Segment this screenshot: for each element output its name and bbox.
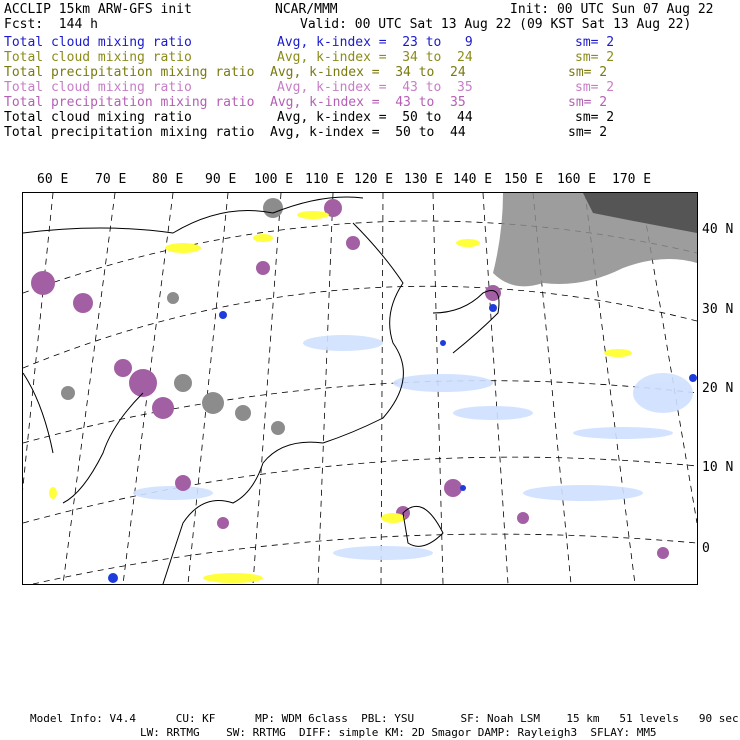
longitude-label: 110 E xyxy=(305,172,345,187)
latitude-label: 20 N xyxy=(702,381,734,396)
longitude-label: 140 E xyxy=(453,172,493,187)
forecast-hour: Fcst: 144 h xyxy=(4,17,98,32)
model-info-line1: Model Info: V4.4 CU: KF MP: WDM 6class PBL: YSU SF: Noah LSM 15 km 51 levels 90 sec xyxy=(30,712,739,725)
init-time: Init: 00 UTC Sun 07 Aug 22 xyxy=(510,2,714,17)
valid-time: Valid: 00 UTC Sat 13 Aug 22 (09 KST Sat 13 Aug 22) xyxy=(300,17,692,32)
field-avg: Avg, k-index = 50 to 44 xyxy=(277,110,473,125)
field-name: Total precipitation mixing ratio xyxy=(4,95,255,110)
longitude-label: 70 E xyxy=(95,172,127,187)
map-canvas xyxy=(23,193,697,584)
latitude-label: 10 N xyxy=(702,460,734,475)
field-avg: Avg, k-index = 43 to 35 xyxy=(277,80,473,95)
field-sm: sm= 2 xyxy=(575,35,615,50)
longitude-label: 80 E xyxy=(152,172,184,187)
latitude-label: 30 N xyxy=(702,302,734,317)
field-name: Total cloud mixing ratio xyxy=(4,110,192,125)
field-avg: Avg, k-index = 34 to 24 xyxy=(277,50,473,65)
field-name: Total cloud mixing ratio xyxy=(4,35,192,50)
field-avg: Avg, k-index = 23 to 9 xyxy=(277,35,473,50)
longitude-label: 60 E xyxy=(37,172,69,187)
blue-clouds xyxy=(108,304,697,583)
latitude-label: 40 N xyxy=(702,222,734,237)
field-avg: Avg, k-index = 50 to 44 xyxy=(270,125,466,140)
field-sm: sm= 2 xyxy=(575,110,615,125)
longitude-label: 100 E xyxy=(254,172,294,187)
latitude-label: 0 xyxy=(702,541,710,556)
field-name: Total cloud mixing ratio xyxy=(4,80,192,95)
field-sm: sm= 2 xyxy=(568,125,608,140)
longitude-label: 120 E xyxy=(354,172,394,187)
field-sm: sm= 2 xyxy=(575,80,615,95)
field-avg: Avg, k-index = 43 to 35 xyxy=(270,95,466,110)
model-info-line2: LW: RRTMG SW: RRTMG DIFF: simple KM: 2D Smagor DAMP: Rayleigh3 SFLAY: MM5 xyxy=(140,726,657,739)
light-blue-clouds xyxy=(133,335,693,560)
longitude-label: 170 E xyxy=(612,172,652,187)
forecast-map xyxy=(22,192,698,585)
longitude-label: 160 E xyxy=(557,172,597,187)
gray-clouds xyxy=(61,193,697,435)
field-sm: sm= 2 xyxy=(568,95,608,110)
field-sm: sm= 2 xyxy=(568,65,608,80)
field-sm: sm= 2 xyxy=(575,50,615,65)
field-name: Total cloud mixing ratio xyxy=(4,50,192,65)
org-label: NCAR/MMM xyxy=(275,2,338,17)
longitude-label: 90 E xyxy=(205,172,237,187)
model-title: ACCLIP 15km ARW-GFS init xyxy=(4,2,192,17)
longitude-label: 130 E xyxy=(404,172,444,187)
field-avg: Avg, k-index = 34 to 24 xyxy=(270,65,466,80)
field-name: Total precipitation mixing ratio xyxy=(4,125,255,140)
longitude-label: 150 E xyxy=(504,172,544,187)
field-name: Total precipitation mixing ratio xyxy=(4,65,255,80)
